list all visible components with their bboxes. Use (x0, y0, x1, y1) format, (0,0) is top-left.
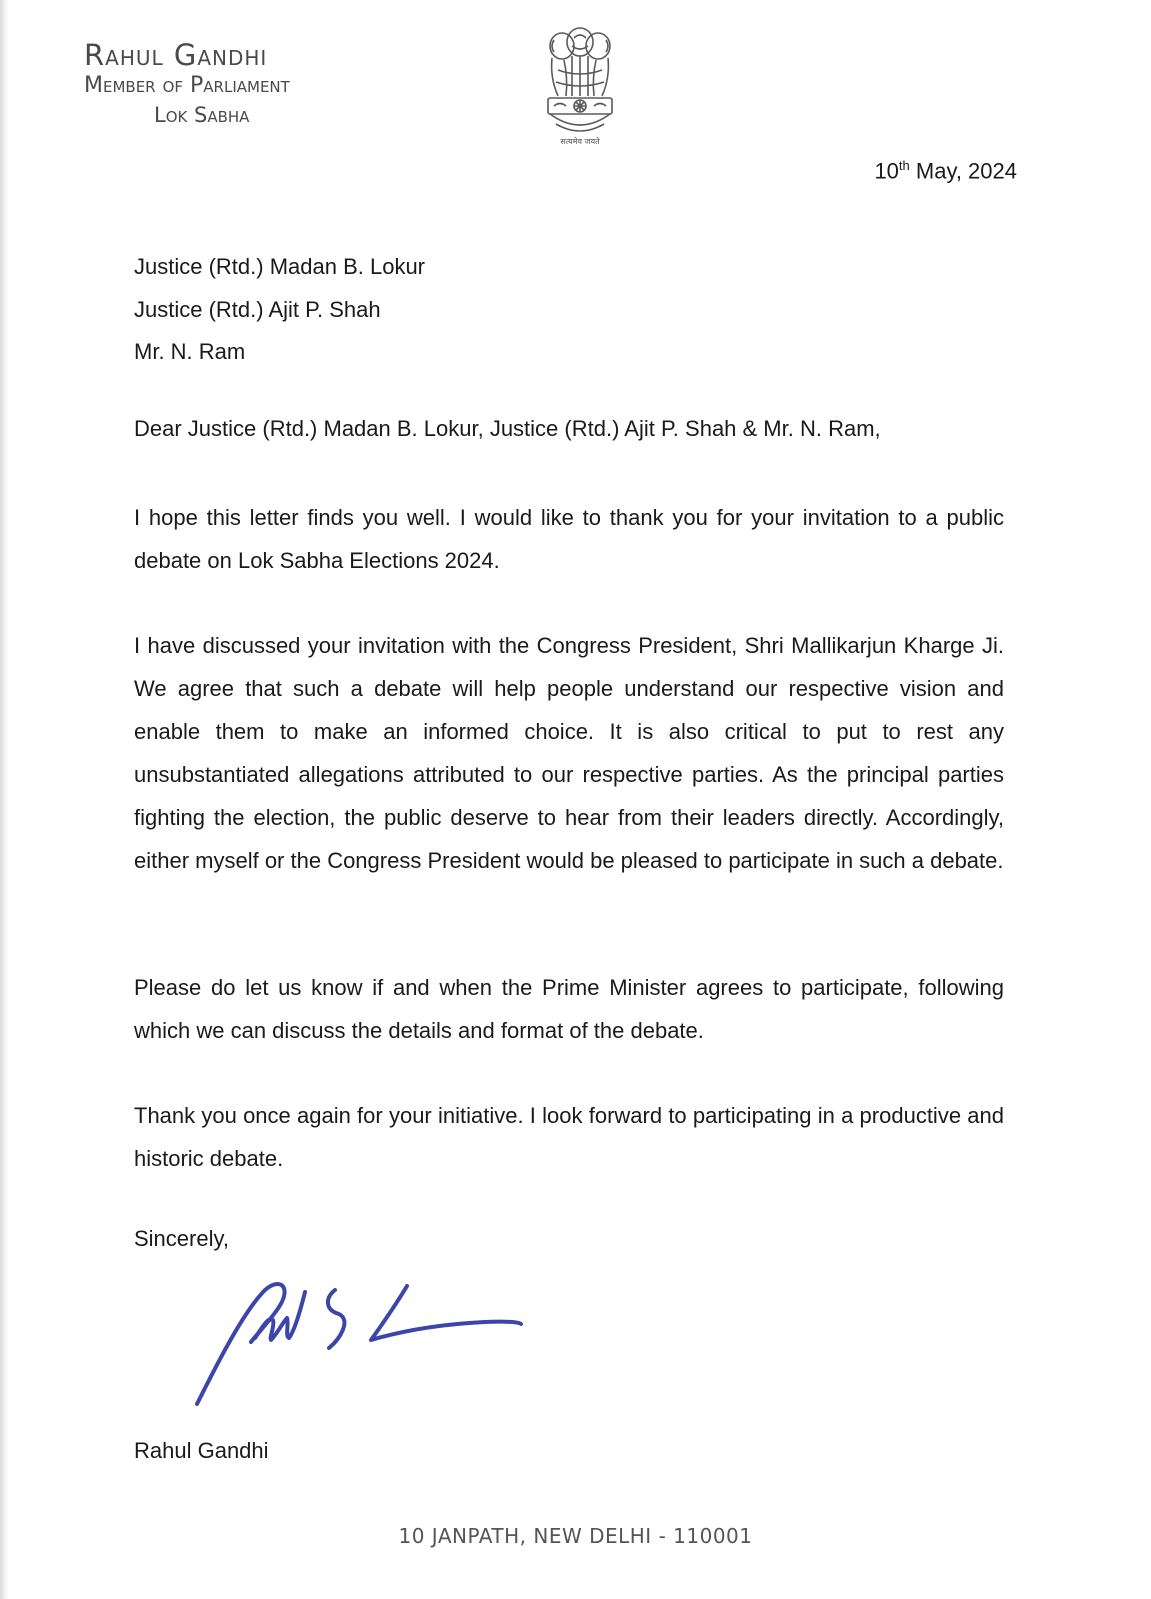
page-edge (0, 0, 9, 1599)
closing: Sincerely, (134, 1226, 229, 1251)
state-emblem-icon (540, 26, 620, 150)
date-suffix: th (898, 158, 910, 173)
body-paragraph: Thank you once again for your initiative. I look forward to participating in a productive and historic debate. (134, 1103, 1004, 1171)
addressee-line: Justice (Rtd.) Ajit P. Shah (134, 296, 381, 322)
body-paragraph: Please do let us know if and when the Prime Minister agrees to participate, following which we can discuss the details and format of the debate. (134, 975, 1004, 1043)
handwritten-signature (185, 1268, 535, 1418)
signer-name: Rahul Gandhi (134, 1438, 269, 1463)
footer-address: 10 JANPATH, NEW DELHI - 110001 (398, 1524, 753, 1548)
letterhead-role: Member of Parliament (84, 73, 290, 98)
emblem-motto: सत्यमेव जयते (560, 137, 600, 146)
letterhead-house: Lok Sabha (154, 103, 250, 127)
addressee-block (134, 246, 425, 374)
salutation: Dear Justice (Rtd.) Madan B. Lokur, Justice (Rtd.) Ajit P. Shah & Mr. N. Ram, (134, 416, 881, 441)
date-day: 10 (874, 158, 899, 184)
addressee-line: Justice (Rtd.) Madan B. Lokur (134, 254, 426, 279)
letterhead-name: Rahul Gandhi (84, 38, 268, 72)
letter-date (874, 158, 1017, 184)
addressee-line: Mr. N. Ram (134, 339, 246, 364)
date-rest: May, 2024 (915, 158, 1017, 184)
letterhead (84, 38, 290, 130)
body-paragraph: I have discussed your invitation with the Congress President, Shri Mallikarjun Kharge Ji. We agree that such a debate will help people understand our respective vision and enable them to make an informed choice. It is also critical to put to rest any unsubstantiated allegations attributed to our respective parties. As the principal parties fighting the election, the public deserve to hear from their leaders directly. Accordingly, either myself or the Congress President would be pleased to participate in such a debate. (134, 633, 1004, 873)
body-paragraph: I hope this letter finds you well. I would like to thank you for your invitation to a public debate on Lok Sabha Elections 2024. (134, 505, 1004, 573)
